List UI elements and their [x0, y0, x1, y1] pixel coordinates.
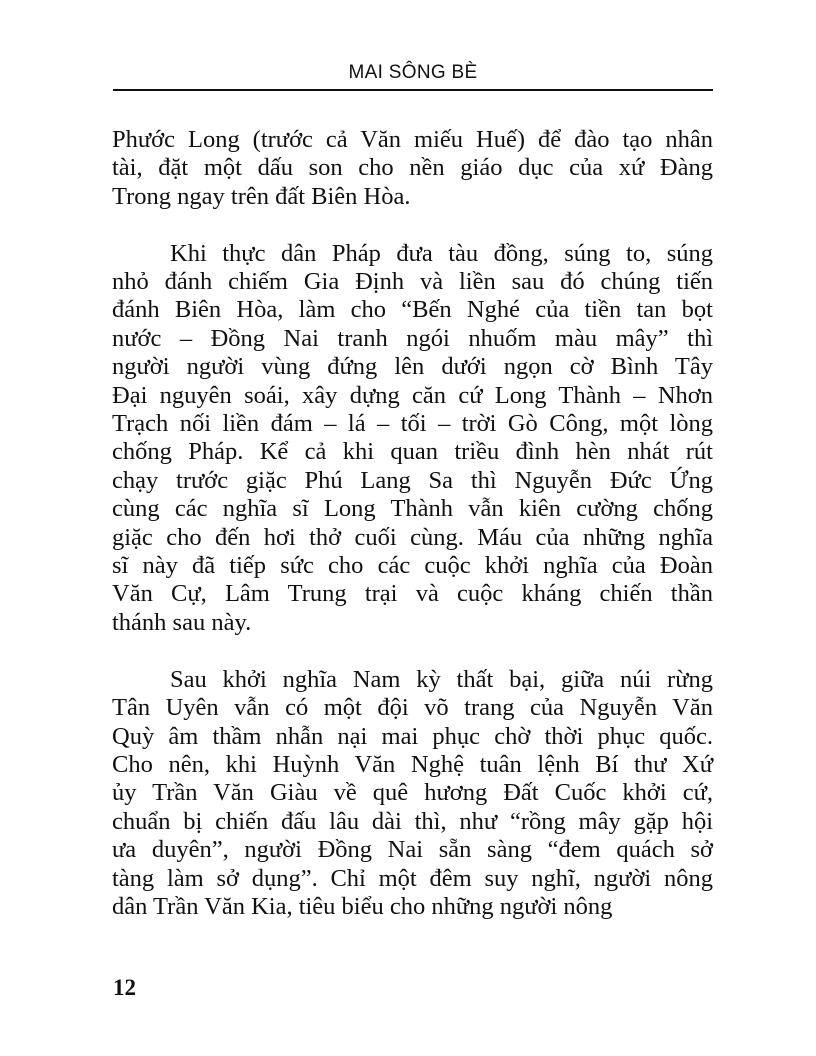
text-line: cùng các nghĩa sĩ Long Thành vẫn kiên cường chống: [112, 495, 713, 523]
page-number: 12: [113, 975, 136, 1000]
running-header: MAI SÔNG BÈ: [348, 62, 478, 83]
text-line: dân Trần Văn Kia, tiêu biểu cho những người nông: [112, 892, 613, 920]
text-line: tàng làm sở dụng”. Chỉ một đêm suy nghĩ, người nông: [112, 864, 713, 892]
text-line: Phước Long (trước cả Văn miếu Huế) để đào tạo nhân: [112, 126, 713, 153]
text-line: Sau khởi nghĩa Nam kỳ thất bại, giữa núi rừng: [170, 665, 713, 693]
text-line: Trạch nối liền đám – lá – tối – trời Gò Công, một lòng: [112, 410, 713, 438]
text-line: giặc cho đến hơi thở cuối cùng. Máu của những nghĩa: [112, 523, 713, 551]
text-line: Cho nên, khi Huỳnh Văn Nghệ tuân lệnh Bí thư Xứ: [112, 750, 713, 778]
paragraph: [112, 126, 713, 211]
text-line: Văn Cự, Lâm Trung trại và cuộc kháng chiến thần: [112, 580, 713, 608]
text-line: ưa duyên”, người Đồng Nai sẵn sàng “đem quách sở: [112, 836, 713, 864]
header-rule: [113, 89, 713, 91]
paragraph: [112, 666, 713, 922]
text-line: ủy Trần Văn Giàu về quê hương Đất Cuốc khởi cứ,: [112, 779, 713, 807]
text-line: nhỏ đánh chiếm Gia Định và liền sau đó chúng tiến: [112, 268, 713, 296]
text-line: Khi thực dân Pháp đưa tàu đồng, súng to, súng: [170, 239, 713, 267]
text-line: tài, đặt một dấu son cho nền giáo dục của xứ Đàng: [112, 154, 713, 182]
text-line: chạy trước giặc Phú Lang Sa thì Nguyễn Đức Ứng: [112, 466, 713, 494]
text-line: nước – Đồng Nai tranh ngói nhuốm màu mây” thì: [112, 324, 713, 352]
text-line: Quỳ âm thầm nhẫn nại mai phục chờ thời phục quốc.: [112, 722, 713, 750]
text-line: Tân Uyên vẫn có một đội võ trang của Nguyễn Văn: [112, 694, 713, 722]
text-line: sĩ này đã tiếp sức cho các cuộc khởi nghĩa của Đoàn: [112, 552, 713, 580]
text-line: Đại nguyên soái, xây dựng căn cứ Long Thành – Nhơn: [112, 381, 713, 409]
text-line: chuẩn bị chiến đấu lâu dài thì, như “rồng mây gặp hội: [112, 807, 713, 835]
text-line: Trong ngay trên đất Biên Hòa.: [112, 182, 411, 210]
page-body: [112, 126, 713, 950]
text-line: đánh Biên Hòa, làm cho “Bến Nghé của tiền tan bọt: [112, 296, 713, 324]
text-line: thánh sau này.: [112, 608, 252, 636]
paragraph: [112, 240, 713, 638]
text-line: chống Pháp. Kể cả khi quan triều đình hèn nhát rút: [112, 438, 713, 466]
text-line: người người vùng đứng lên dưới ngọn cờ Bình Tây: [112, 353, 713, 381]
